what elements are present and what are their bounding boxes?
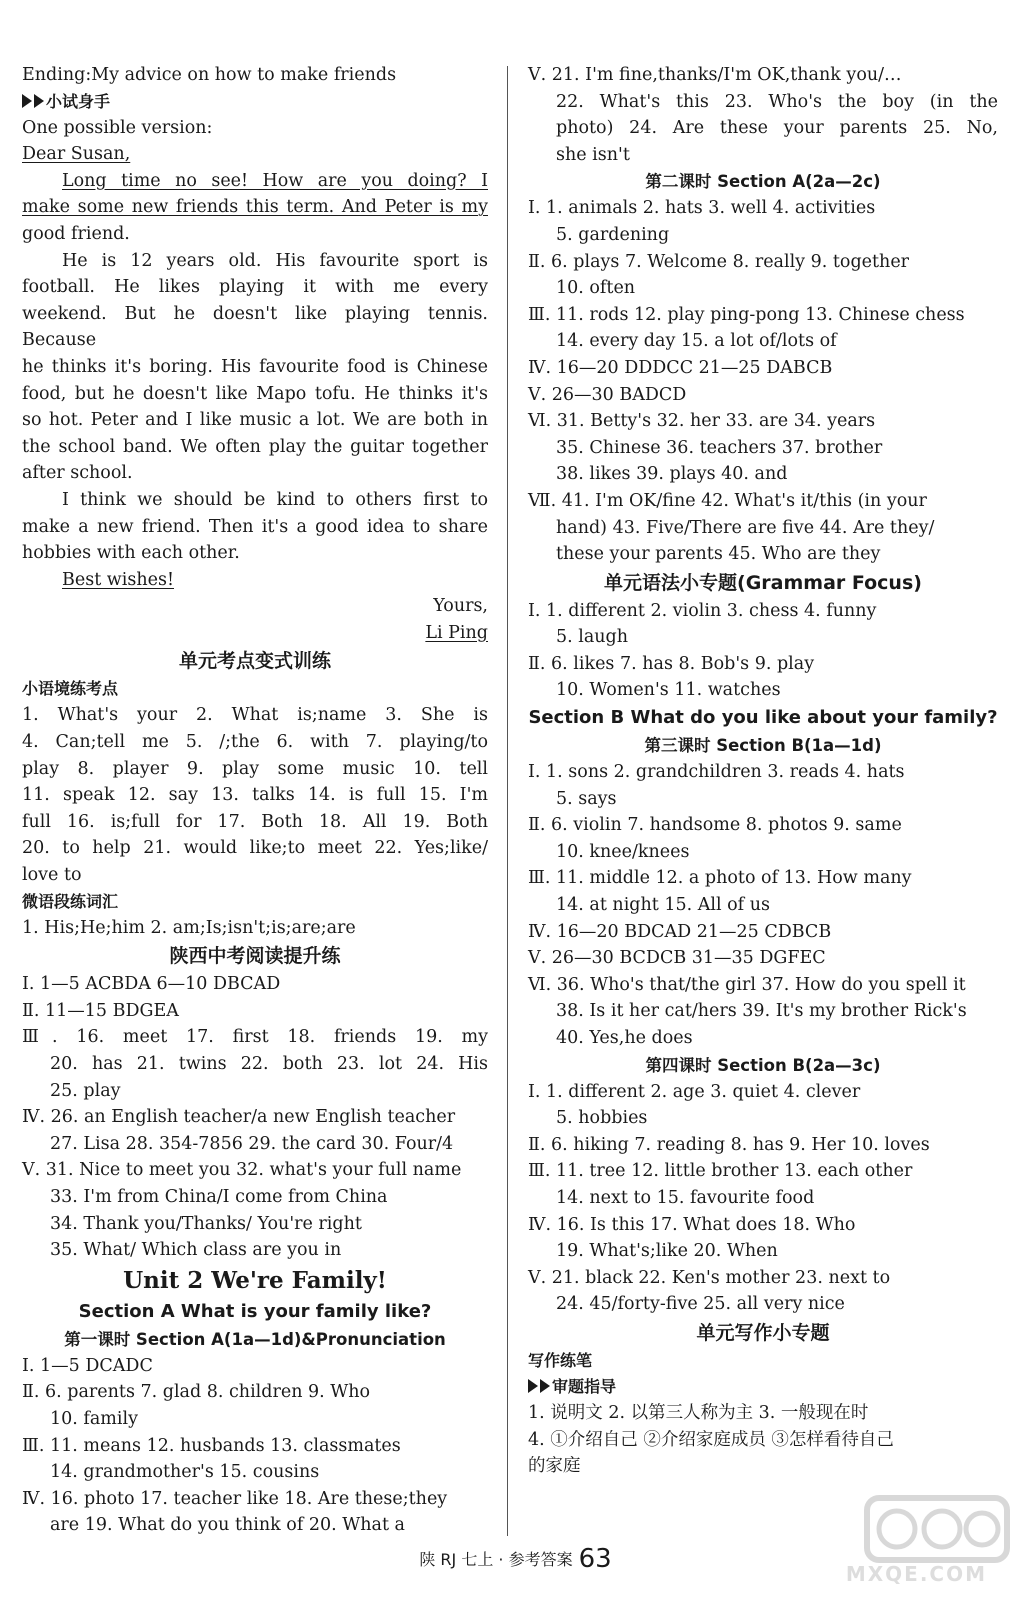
answer-line: 5. laugh [556, 627, 629, 648]
letter-line: he thinks it's boring. His favourite food is Chinese [22, 356, 488, 377]
answer-line: 40. Yes,he does [556, 1028, 693, 1048]
answer-line: Ⅴ. 21. I'm fine,thanks/I'm OK,thank you/… [528, 65, 902, 85]
ending-line: Ending:My advice on how to make friends [22, 65, 397, 85]
letter-closing: Best wishes! [62, 569, 174, 590]
answer-line: Ⅱ. 6. plays 7. Welcome 8. really 9. together [528, 251, 910, 272]
answer-line: Ⅱ. 11—15 BDGEA [22, 1000, 179, 1021]
section-heading: 单元语法小专题(Grammar Focus) [604, 571, 922, 594]
answer-line: 25. play [50, 1080, 121, 1101]
answer-line: Ⅰ. 1. sons 2. grandchildren 3. reads 4. hats [528, 762, 905, 783]
answer-line: 34. Thank you/Thanks/ You're right [50, 1213, 362, 1234]
answer-line: 20. has 21. twins 22. both 23. lot 24. His [50, 1054, 488, 1074]
section-heading: 单元写作小专题 [696, 1321, 830, 1344]
subsection-heading: 微语段练词汇 [22, 891, 119, 911]
answer-line: play 8. player 9. play some music 10. tell [22, 758, 488, 779]
section-title: Section B What do you like about your family? [528, 707, 998, 729]
answer-line: 10. often [556, 278, 636, 299]
section-title: Section A What is your family like? [78, 1300, 432, 1322]
answer-line: Ⅳ. 16. Is this 17. What does 18. Who [528, 1214, 856, 1235]
letter-line: hobbies with each other. [22, 543, 240, 564]
answer-line: Ⅲ. 11. rods 12. play ping-pong 13. Chinese chess [528, 304, 965, 325]
answer-line: Ⅵ. 31. Betty's 32. her 33. are 34. years [528, 411, 876, 432]
footer-label: 陕 RJ 七上 · 参考答案 [419, 1550, 573, 1569]
answer-line: 的家庭 [528, 1456, 581, 1477]
letter-greeting: Dear Susan, [22, 144, 131, 165]
triangle-bullet-icon [528, 1379, 538, 1393]
version-label: One possible version: [22, 117, 213, 138]
letter-line: food, but he doesn't like Mapo tofu. He thinks it's [22, 383, 488, 404]
answer-line: 22. What's this 23. Who's the boy (in the [556, 91, 998, 112]
answer-line: Ⅶ. 41. I'm OK/fine 42. What's it/this (in your [528, 490, 927, 511]
subsection-heading: 小语境练考点 [22, 679, 119, 699]
section-heading: 陕西中考阅读提升练 [169, 945, 341, 968]
answer-line: 20. to help 21. would like;to meet 22. Yes;like/ [22, 838, 488, 859]
triangle-bullet-icon [540, 1379, 550, 1393]
unit-title: Unit 2 We're Family! [123, 1266, 387, 1294]
answer-line: Ⅵ. 36. Who's that/the girl 37. How do you spell it [528, 974, 966, 995]
answer-line: 14. every day 15. a lot of/lots of [556, 331, 837, 352]
letter-line: make some new friends this term. And Peter is my [22, 197, 488, 218]
answer-line: Ⅳ. 26. an English teacher/a new English teacher [22, 1107, 456, 1128]
answer-line: love to [22, 865, 82, 886]
answer-line: 14. next to 15. favourite food [556, 1187, 815, 1208]
answer-line: Ⅰ. 1. different 2. violin 3. chess 4. funny [528, 600, 877, 621]
answer-line: 4. ①介绍自己 ②介绍家庭成员 ③怎样看待自己 [528, 1429, 894, 1450]
answer-line: 35. Chinese 36. teachers 37. brother [556, 437, 883, 458]
answer-line: 1. 说明文 2. 以第三人称为主 3. 一般现在时 [528, 1402, 869, 1423]
answer-line: Ⅰ. 1—5 DCADC [22, 1355, 153, 1376]
answer-line: 5. says [556, 788, 617, 809]
answer-line: these your parents 45. Who are they [556, 544, 881, 565]
letter-line: make a new friend. Then it's a good idea to share [22, 516, 488, 537]
letter-line: football. He likes playing it with me every [22, 277, 488, 298]
answer-line: 14. at night 15. All of us [556, 895, 770, 916]
answer-line: Ⅰ. 1. different 2. age 3. quiet 4. clever [528, 1081, 861, 1102]
answer-line: 10. family [50, 1408, 138, 1429]
answer-line: 38. Is it her cat/hers 39. It's my brother Rick's [556, 1001, 967, 1022]
letter-line: weekend. But he doesn't like playing tennis. Because [22, 303, 488, 351]
answer-line: Ⅳ. 16—20 DDDCC 21—25 DABCB [528, 357, 833, 378]
guide-heading: 审题指导 [528, 1374, 998, 1400]
answer-line: 24. 45/forty-five 25. all very nice [556, 1294, 845, 1315]
triangle-bullet-icon [34, 94, 44, 108]
lesson-heading: 第三课时 Section B(1a—1d) [644, 736, 882, 756]
letter-line: good friend. [22, 223, 130, 244]
answer-line: Ⅲ. 16. meet 17. first 18. friends 19. my [22, 1027, 488, 1048]
answer-line: Ⅰ. 1. animals 2. hats 3. well 4. activities [528, 198, 876, 219]
column-divider [507, 66, 508, 1536]
letter-line: so hot. Peter and I like music a lot. We are both in [22, 410, 488, 431]
letter-line: the school band. We often play the guitar together [22, 436, 488, 457]
answer-line: Ⅱ. 6. violin 7. handsome 8. photos 9. same [528, 815, 902, 836]
answer-line: Ⅴ. 31. Nice to meet you 32. what's your full name [22, 1160, 462, 1181]
letter-line: He is 12 years old. His favourite sport is [62, 250, 488, 271]
answer-line: 10. knee/knees [556, 841, 690, 862]
answer-line: hand) 43. Five/There are five 44. Are they/ [556, 517, 935, 538]
answer-line: Ⅰ. 1—5 ACBDA 6—10 DBCAD [22, 974, 281, 995]
answer-line: Ⅱ. 6. hiking 7. reading 8. has 9. Her 10. loves [528, 1134, 930, 1155]
answer-line: 5. gardening [556, 224, 670, 245]
answer-line: Ⅴ. 26—30 BCDCB 31—35 DGFEC [528, 948, 826, 969]
watermark-logo [777, 1490, 1017, 1590]
left-column [22, 62, 488, 1539]
triangle-bullet-icon [22, 94, 32, 108]
answer-line: 1. What's your 2. What is;name 3. She is [22, 705, 488, 726]
right-column [528, 62, 998, 1480]
answer-line: Ⅱ. 6. likes 7. has 8. Bob's 9. play [528, 653, 815, 674]
subsection-heading: 写作练笔 [528, 1350, 593, 1370]
try-it-heading: 小试身手 [22, 89, 488, 115]
answer-line: Ⅳ. 16. photo 17. teacher like 18. Are these;they [22, 1488, 448, 1509]
answer-line: 35. What/ Which class are you in [50, 1240, 342, 1261]
answer-line: Ⅲ. 11. means 12. husbands 13. classmates [22, 1435, 401, 1456]
lesson-heading: 第四课时 Section B(2a—3c) [645, 1055, 881, 1075]
answer-line: 33. I'm from China/I come from China [50, 1186, 388, 1207]
answer-line: Ⅲ. 11. middle 12. a photo of 13. How many [528, 868, 912, 889]
answer-line: Ⅴ. 26—30 BADCD [528, 384, 687, 405]
answer-line: full 16. is;full for 17. Both 18. All 19. Both [22, 811, 488, 832]
letter-signature: Li Ping [425, 622, 488, 643]
answer-line: 1. His;He;him 2. am;Is;isn't;is;are;are [22, 917, 356, 938]
letter-line: I think we should be kind to others first to [62, 489, 488, 510]
answer-line: are 19. What do you think of 20. What a [50, 1515, 405, 1536]
answer-line: Ⅱ. 6. parents 7. glad 8. children 9. Who [22, 1382, 371, 1403]
answer-line: 11. speak 12. say 13. talks 14. is full 15. I'm [22, 785, 488, 806]
watermark-text: MXQE.COM [845, 1562, 987, 1586]
answer-line: 19. What's;like 20. When [556, 1241, 778, 1262]
answer-line: Ⅴ. 21. black 22. Ken's mother 23. next to [528, 1267, 891, 1288]
answer-line: she isn't [556, 144, 630, 165]
lesson-heading: 第二课时 Section A(2a—2c) [645, 172, 881, 192]
section-heading: 单元考点变式训练 [178, 650, 331, 673]
letter-yours: Yours, [433, 596, 488, 617]
answer-line: Ⅳ. 16—20 BDCAD 21—25 CDBCB [528, 921, 832, 942]
answer-line: photo) 24. Are these your parents 25. No, [556, 118, 998, 139]
page-number: 63 [578, 1544, 612, 1574]
answer-line: 4. Can;tell me 5. /;the 6. with 7. playing/to [22, 732, 488, 753]
lesson-heading: 第一课时 Section A(1a—1d)&Pronunciation [64, 1329, 446, 1349]
letter-line: Long time no see! How are you doing? I [62, 170, 488, 191]
answer-line: 14. grandmother's 15. cousins [50, 1462, 320, 1483]
letter-line: after school. [22, 463, 133, 484]
answer-line: 5. hobbies [556, 1108, 648, 1129]
answer-line: 10. Women's 11. watches [556, 680, 781, 701]
answer-line: 38. likes 39. plays 40. and [556, 464, 788, 485]
answer-line: Ⅲ. 11. tree 12. little brother 13. each other [528, 1161, 913, 1182]
answer-line: 27. Lisa 28. 354-7856 29. the card 30. Four/4 [50, 1133, 454, 1154]
